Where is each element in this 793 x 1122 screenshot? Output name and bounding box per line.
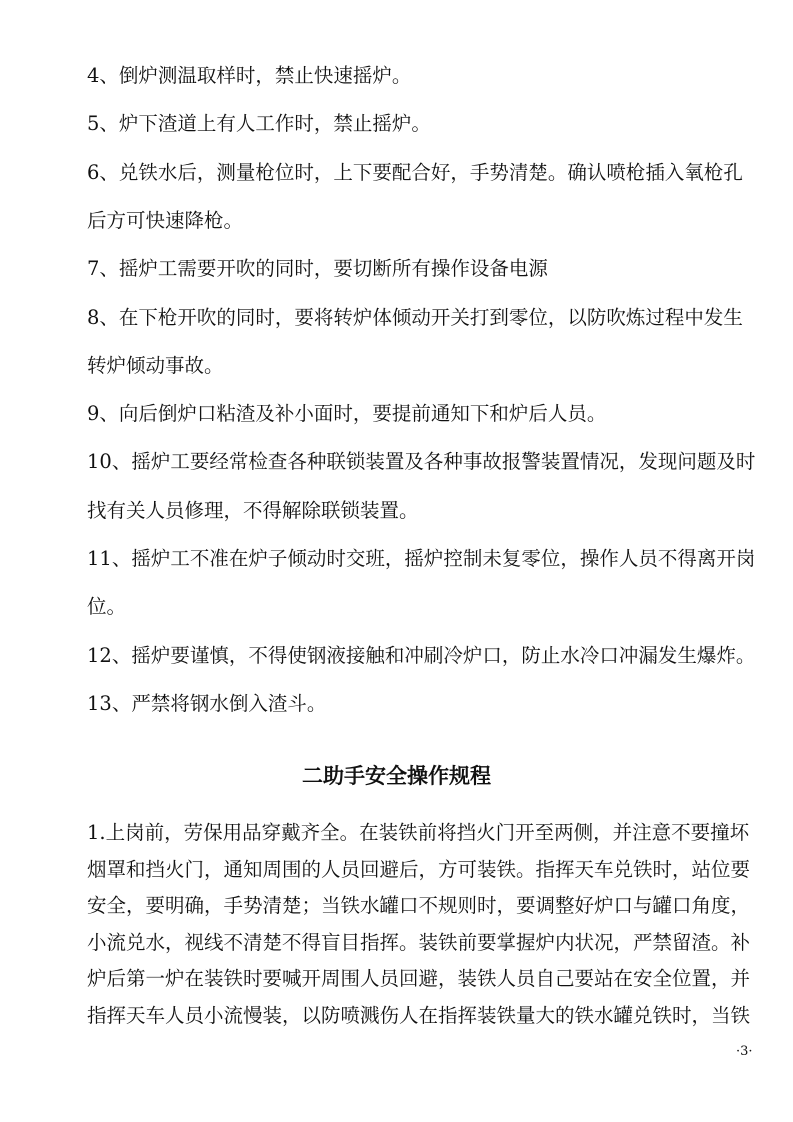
paragraph-line: 炉后第一炉在装铁时要喊开周围人员回避，装铁人员自己要站在安全位置，并 <box>87 967 751 990</box>
paragraph-line: 小流兑水，视线不清楚不得盲目指挥。装铁前要掌握炉内状况，严禁留渣。补 <box>87 930 751 954</box>
rule-line: 6、兑铁水后，测量枪位时，上下要配合好，手势清楚。确认喷枪插入氧枪孔 <box>87 160 743 184</box>
paragraph-line: 1.上岗前，劳保用品穿戴齐全。在装铁前将挡火门开至两侧，并注意不要撞坏 <box>87 821 750 844</box>
rule-line: 后方可快速降枪。 <box>87 208 244 232</box>
paragraph-line: 烟罩和挡火门，通知周围的人员回避后，方可装铁。指挥天车兑铁时，站位要 <box>87 857 751 881</box>
rule-line: 13、严禁将钢水倒入渣斗。 <box>87 691 327 715</box>
rule-line: 5、炉下渣道上有人工作时，禁止摇炉。 <box>87 112 431 136</box>
rule-line: 10、摇炉工要经常检查各种联锁装置及各种事故报警装置情况，发现问题及时 <box>87 450 756 474</box>
paragraph-line: 安全，要明确，手势清楚；当铁水罐口不规则时，要调整好炉口与罐口角度， <box>87 894 751 917</box>
section-title: 二助手安全操作规程 <box>302 764 491 788</box>
rule-line: 位。 <box>87 595 127 619</box>
page-number: ·3· <box>736 1044 753 1059</box>
rule-line: 转炉倾动事故。 <box>87 353 224 377</box>
rule-line: 找有关人员修理，不得解除联锁装置。 <box>87 498 419 522</box>
rule-line: 8、在下枪开吹的同时，要将转炉体倾动开关打到零位，以防吹炼过程中发生 <box>87 305 743 329</box>
paragraph-line: 指挥天车人员小流慢装，以防喷溅伤人在指挥装铁量大的铁水罐兑铁时，当铁 <box>87 1003 751 1027</box>
rule-line: 4、倒炉测温取样时，禁止快速摇炉。 <box>87 64 412 87</box>
rule-line: 12、摇炉要谨慎，不得使钢液接触和冲刷冷炉口，防止水冷口冲漏发生爆炸。 <box>87 643 756 667</box>
rule-line: 11、摇炉工不准在炉子倾动时交班，摇炉控制未复零位，操作人员不得离开岗 <box>87 547 756 570</box>
rule-line: 9、向后倒炉口粘渣及补小面时，要提前通知下和炉后人员。 <box>87 402 607 426</box>
rule-line: 7、摇炉工需要开吹的同时，要切断所有操作设备电源 <box>87 257 548 281</box>
